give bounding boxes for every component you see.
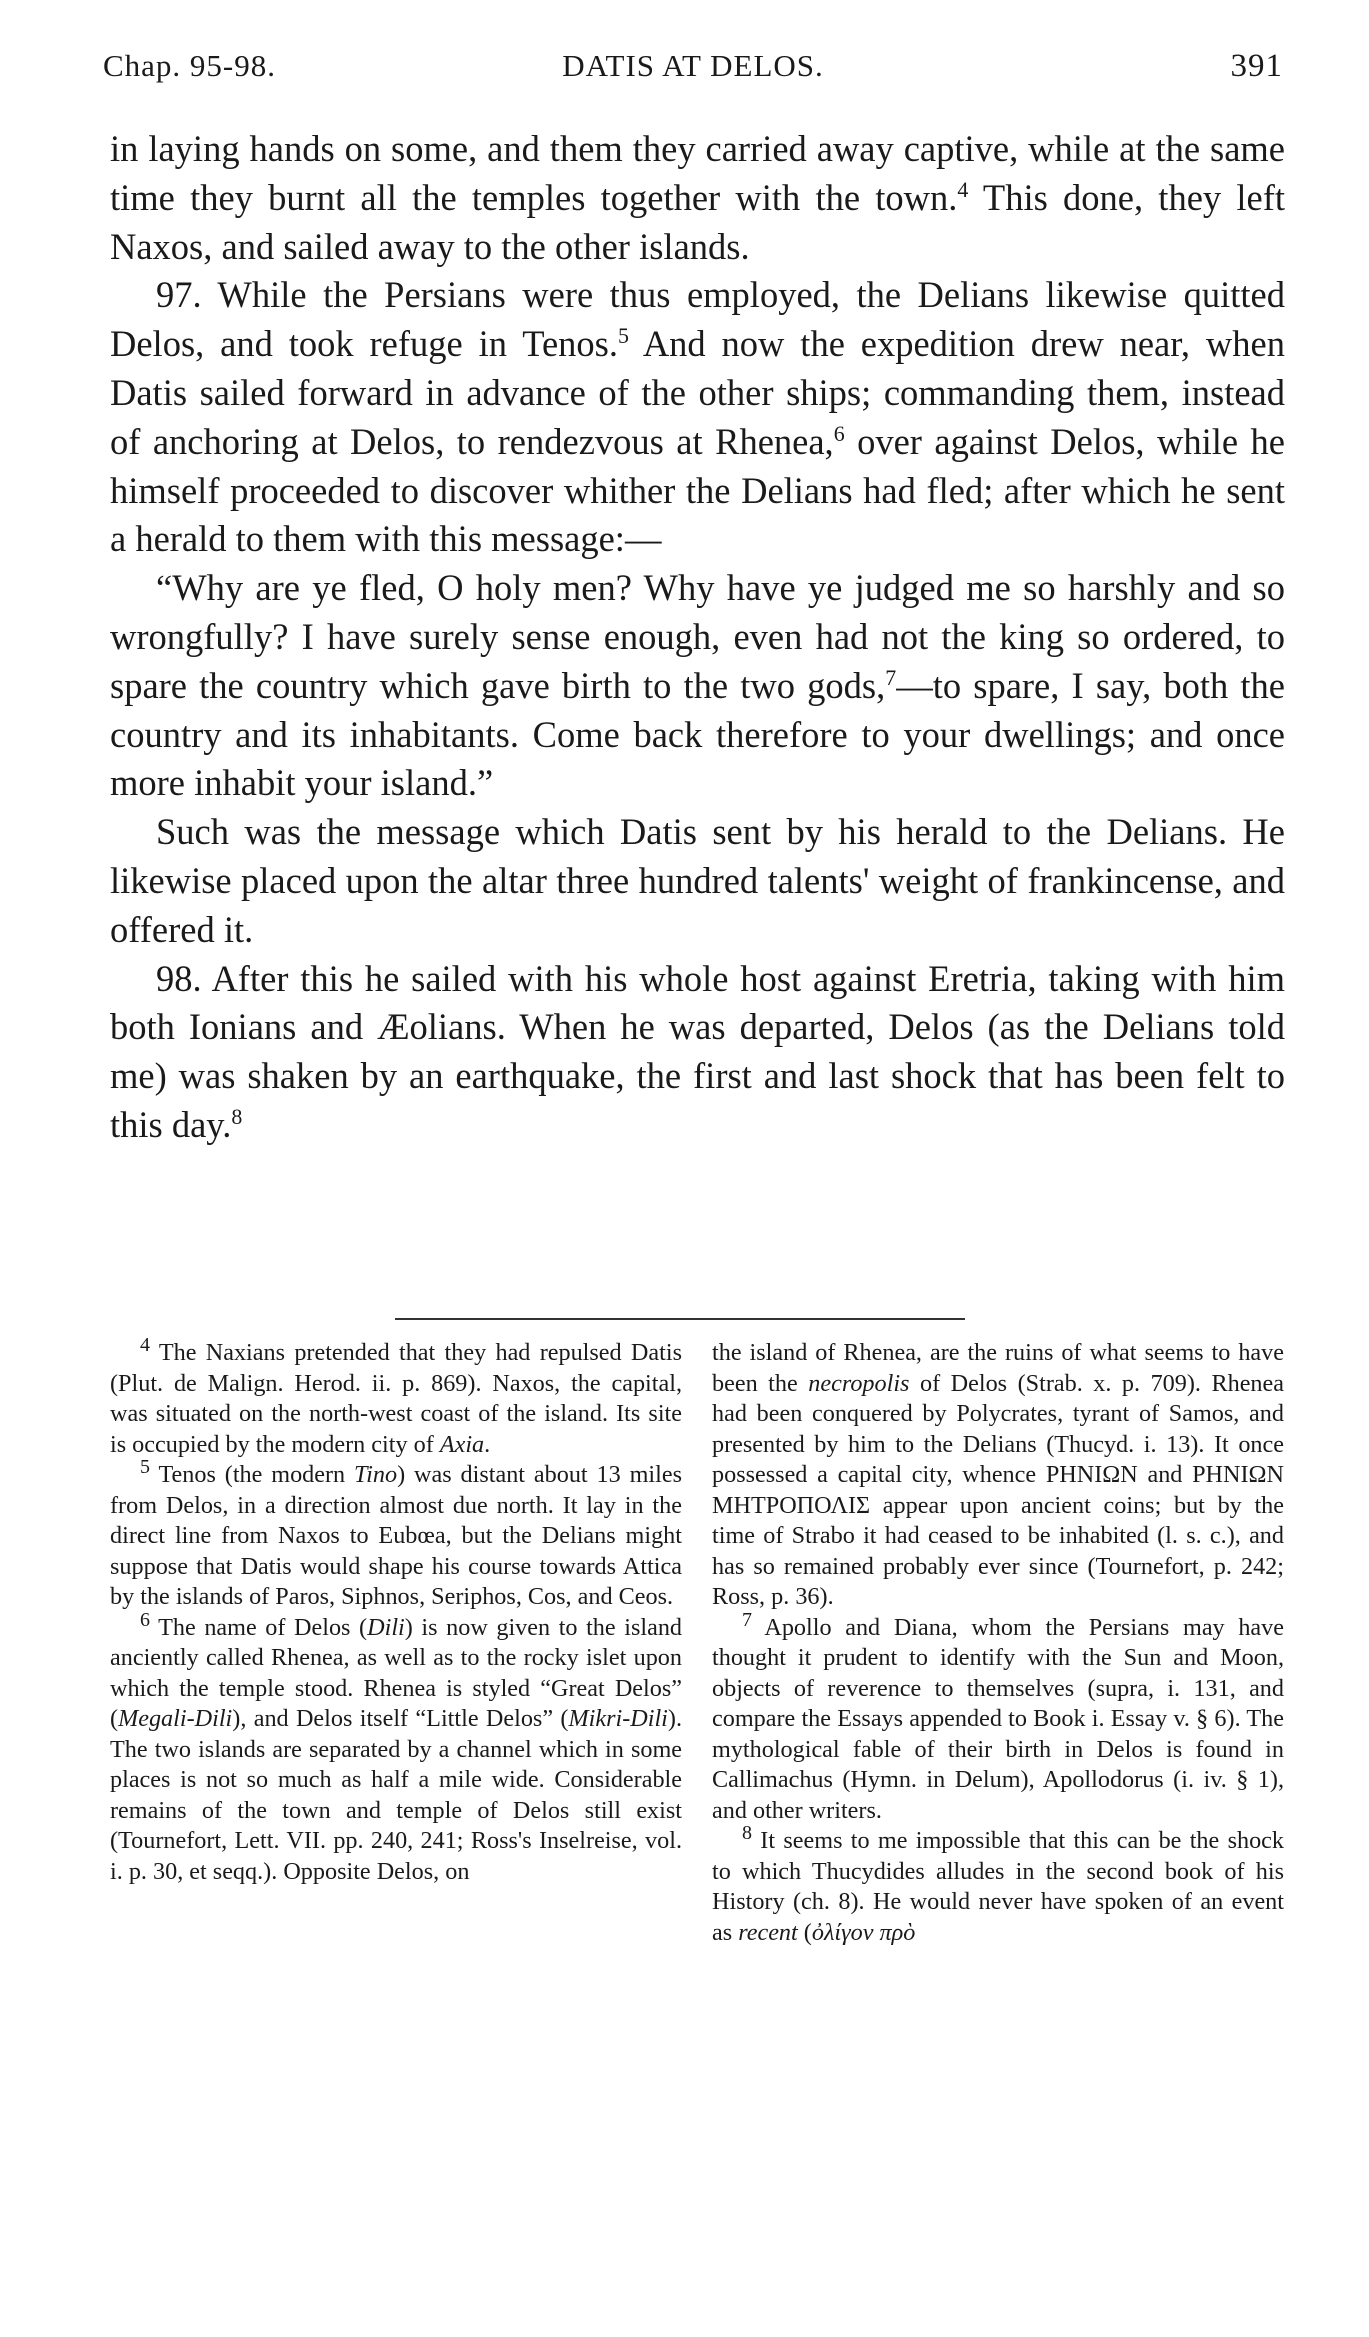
paragraph-98: 98. After this he sailed with his whole host against Eretria, taking with him both Ionians and Æolians. When he was departed, Delos (as the Delians told me) was shaken by an earthquake, the first and last shock that has been felt to this day.$^8$ — [110, 957, 1285, 1145]
footnotes-left-column — [110, 1333, 683, 1887]
paragraph-message-sent: Such was the message which Datis sent by his herald to the Delians. He likewise placed upon the altar three hundred talents' weight of frankincense, and offered it. — [110, 811, 1285, 950]
footnote-6-text-end: of Delos (Strab. x. p. 709). Rhenea had been conquered by Polycrates, tyrant of Samos, and presented by him to the Delians (Thucyd. i. 13). It once possessed a capital city, whence ΡΗΝΙΩΝ and ΡΗΝΙΩΝ ΜΗΤΡΟΠΟΛΙΣ appear upon ancient coins; but by the time of Strabo it had ceased to be inhabited (l. s. c.), and has so remained probably ever since (Tournefort, p. 242; Ross, p. 36). — [712, 1369, 1284, 1610]
footnotes-right-column — [712, 1338, 1284, 1948]
running-header — [103, 48, 1283, 92]
footnote-ref-7: 7 — [885, 664, 897, 690]
footnote-ref-8: 8 — [231, 1103, 243, 1129]
footnote-4: $^4$ The Naxians pretended that they had repulsed Datis (Plut. de Malign. Herod. ii. p. 869). Naxos, the capital, was situated on the north-west coast of the island. Its site is occupied by the modern city of Axia. — [110, 1333, 682, 1458]
paragraph-message: “Why are ye fled, O holy men? Why have ye judged me so harshly and so wrongfully? I have surely sense enough, even had not the king so ordered, to spare the country which gave birth to the two gods,$^7$—to spare, I say, both the country and its inhabitants. Come back therefore to your dwellings; and once more inhabit your island.” — [110, 567, 1285, 804]
footnote-5: $^5$ Tenos (the modern Tino) was distant about 13 miles from Delos, in a direction almost due north. It lay in the direct line from Naxos to Eubœa, but the Delians might suppose that Datis would shape his course towards Attica by the islands of Paros, Siphnos, Seriphos, Cos, and Ceos. — [110, 1455, 682, 1610]
page-number: 391 — [1230, 48, 1283, 84]
footnote-6-text: the island of Rhenea, are the ruins of what seems to have been the — [712, 1339, 1284, 1397]
footnote-ref-6: 6 — [833, 420, 845, 446]
chapter-reference: Chap. 95-98. — [103, 48, 277, 83]
footnote-6-continues: ). The two islands are separated by a channel which in some places is not so much as half a mile wide. Considerable remains of the town and temple of Delos still exist (Tournefort, Lett. VII. pp. 240, 241; Ross's Inselreise, vol. i. p. 30, et seqq.). Opposite Delos, on — [110, 1705, 682, 1885]
footnote-divider — [395, 1318, 965, 1320]
footnote-6-italic-necropolis: necropolis — [808, 1369, 910, 1397]
footnote-7: $^7$ Apollo and Diana, whom the Persians may have thought it prudent to identify with the Sun and Moon, objects of reverence to themselves (supra, i. 131, and compare the Essays appended to Book i. Essay v. § 6). The mythological fable of their birth in Delos is found in Callimachus (Hymn. in Delum), Apollodorus (i. iv. § 1), and other writers. — [712, 1608, 1284, 1824]
footnote-ref-5: 5 — [618, 323, 629, 349]
paragraph-continued: in laying hands on some, and them they carried away captive, while at the same time they burnt all the temples together with the town.$^4$ This done, they left Naxos, and sailed away to the other islands. — [110, 128, 1285, 267]
paragraph-97: 97. While the Persians were thus employed, the Delians likewise quitted Delos, and took refuge in Tenos.$^5$ And now the expedition drew near, when Datis sailed forward in advance of the other ships; commanding them, instead of anchoring at Delos, to rendezvous at Rhenea,$^6$ over against Delos, while he himself proceeded to discover whither the Delians had fled; after which he sent a herald to them with this message:— — [110, 274, 1285, 560]
footnote-ref-4: 4 — [957, 176, 969, 202]
main-text — [110, 125, 1285, 1150]
footnote-8: $^8$ It seems to me impossible that this can be the shock to which Thucydides alludes in the second book of his History (ch. 8). He would never have spoken of an event as recent (ὀλίγον πρὸ — [712, 1821, 1284, 1946]
running-title: DATIS AT DELOS. — [562, 48, 824, 83]
footnote-6-continued — [712, 1338, 1284, 1613]
footnote-6: $^6$ The name of Delos (Dili) is now given to the island anciently called Rhenea, as well as to the rocky islet upon which the temple stood. Rhenea is styled “Great Delos” (Megali-Dili), and Delos itself “Little Delos” (Mikri-Dili). The two islands are separated by a channel which in some places is not so much as half a mile wide. Considerable remains of the town and temple of Delos still exist (Tournefort, Lett. VII. pp. 240, 241; Ross's Inselreise, vol. i. p. 30, et seqq.). Opposite Delos, on — [110, 1608, 683, 1885]
